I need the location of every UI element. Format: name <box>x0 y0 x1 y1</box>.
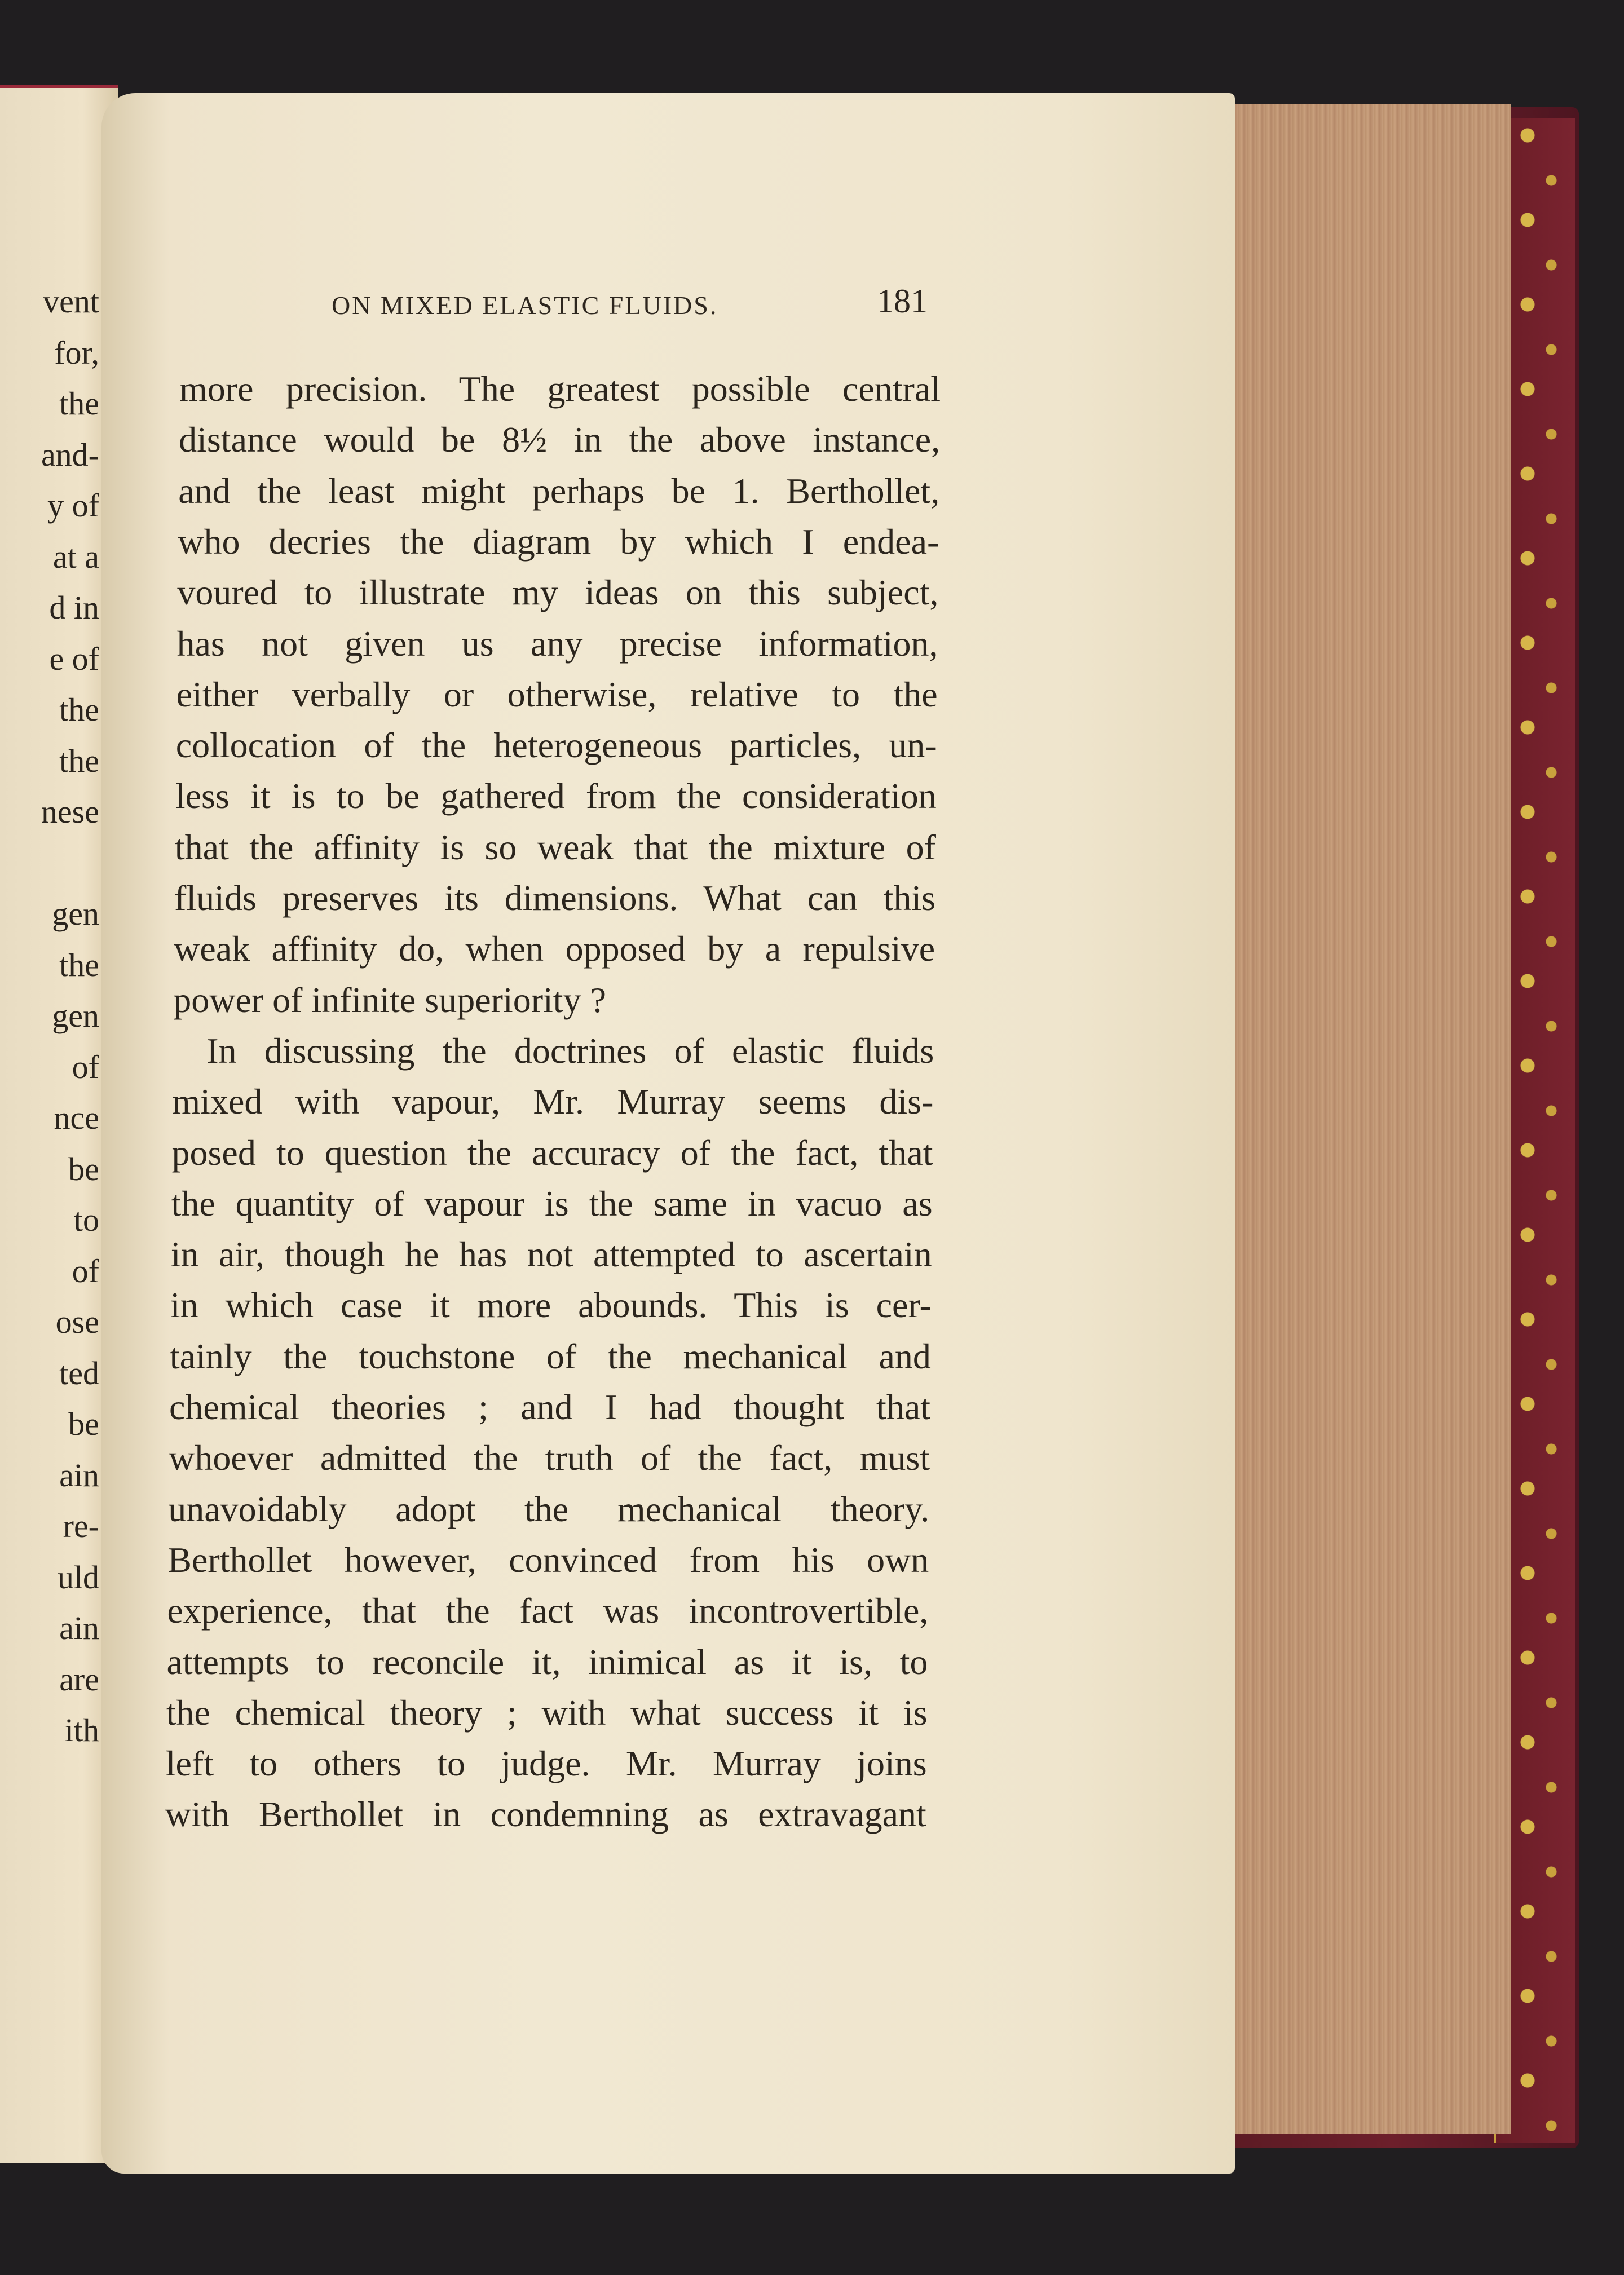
body-line: has not given us any precise information, <box>176 623 938 664</box>
left-page-fragment: d in <box>49 589 99 626</box>
page-number: 181 <box>877 282 928 320</box>
left-page-fragment: vent <box>43 283 99 320</box>
left-page-fragment: nese <box>41 793 99 830</box>
left-page-fragment: re- <box>63 1508 99 1544</box>
body-line: less it is to be gathered from the consideration <box>175 776 937 816</box>
body-line: weak affinity do, when opposed by a repulsive <box>174 929 935 969</box>
left-page-fragment: to <box>73 1201 99 1238</box>
left-page-fragment: gen <box>52 895 99 932</box>
left-page-fragment: are <box>59 1660 99 1698</box>
body-line: left to others to judge. Mr. Murray joins <box>165 1743 927 1784</box>
body-line: unavoidably adopt the mechanical theory. <box>168 1488 930 1529</box>
body-line: in which case it more abounds. This is cer- <box>170 1285 932 1326</box>
body-line: whoever admitted the truth of the fact, must <box>169 1438 930 1478</box>
left-page-fragment: ose <box>55 1304 99 1340</box>
body-line: chemical theories ; and I had thought that <box>169 1387 930 1427</box>
body-line: more precision. The greatest possible central <box>179 369 941 409</box>
left-page-fragment: of <box>72 1252 99 1289</box>
left-page-fragment: ted <box>59 1354 99 1391</box>
body-line: attempts to reconcile it, inimical as it is, to <box>166 1641 928 1682</box>
body-line: that the affinity is so weak that the mixture of <box>174 827 936 867</box>
left-page-fragment: gen <box>52 997 99 1034</box>
left-page-fragment: at a <box>52 538 99 575</box>
left-page-fragment: nce <box>54 1099 99 1136</box>
body-line: posed to question the accuracy of the fact, that <box>171 1132 933 1173</box>
body-line: and the least might perhaps be 1. Berthollet, <box>178 470 940 511</box>
body-line: tainly the touchstone of the mechanical and <box>169 1336 931 1376</box>
left-page-fragment: ain <box>59 1456 99 1494</box>
body-line: collocation of the heterogeneous particles, un- <box>175 725 937 766</box>
page-block-edge <box>1229 104 1511 2134</box>
body-line: experience, that the fact was incontrovertible, <box>167 1591 929 1631</box>
left-page-fragment: uld <box>57 1558 99 1596</box>
body-line: voured to illustrate my ideas on this subject, <box>177 572 939 613</box>
left-page-fragment: be <box>68 1150 99 1187</box>
body-line: Berthollet however, convinced from his own <box>167 1539 929 1580</box>
body-line: power of infinite superiority ? <box>173 979 606 1020</box>
left-page-fragment: and- <box>41 436 99 473</box>
body-line: the chemical theory ; with what success it is <box>166 1692 928 1733</box>
body-line: in air, though he has not attempted to ascertain <box>170 1234 932 1275</box>
running-title: ON MIXED ELASTIC FLUIDS. <box>332 291 718 320</box>
left-page-fragment: ain <box>59 1610 99 1646</box>
left-page-fragment: the <box>59 385 99 422</box>
left-page-fragment: the <box>59 946 99 983</box>
left-page-fragment: e of <box>49 640 99 677</box>
body-line: distance would be 8½ in the above instance, <box>179 419 941 460</box>
body-line: the quantity of vapour is the same in vacuo as <box>171 1183 933 1223</box>
body-line: fluids preserves its dimensions. What can this <box>174 878 935 918</box>
body-line: In discussing the doctrines of elastic fluids <box>206 1030 934 1071</box>
left-page-fragment: be <box>68 1406 99 1442</box>
body-line: with Berthollet in condemning as extravagant <box>165 1794 926 1835</box>
body-line: who decries the diagram by which I endea- <box>178 521 939 562</box>
left-page-fragment: the <box>59 691 99 728</box>
left-page-fragment: of <box>72 1048 99 1085</box>
left-page-fragment: ith <box>64 1712 99 1748</box>
left-page <box>0 85 118 2163</box>
body-line: mixed with vapour, Mr. Murray seems dis- <box>172 1081 934 1122</box>
left-page-fragment: the <box>59 742 99 779</box>
left-page-fragment: y of <box>47 487 99 524</box>
body-line: either verbally or otherwise, relative to the <box>176 674 938 714</box>
left-page-fragment: for, <box>54 334 99 371</box>
